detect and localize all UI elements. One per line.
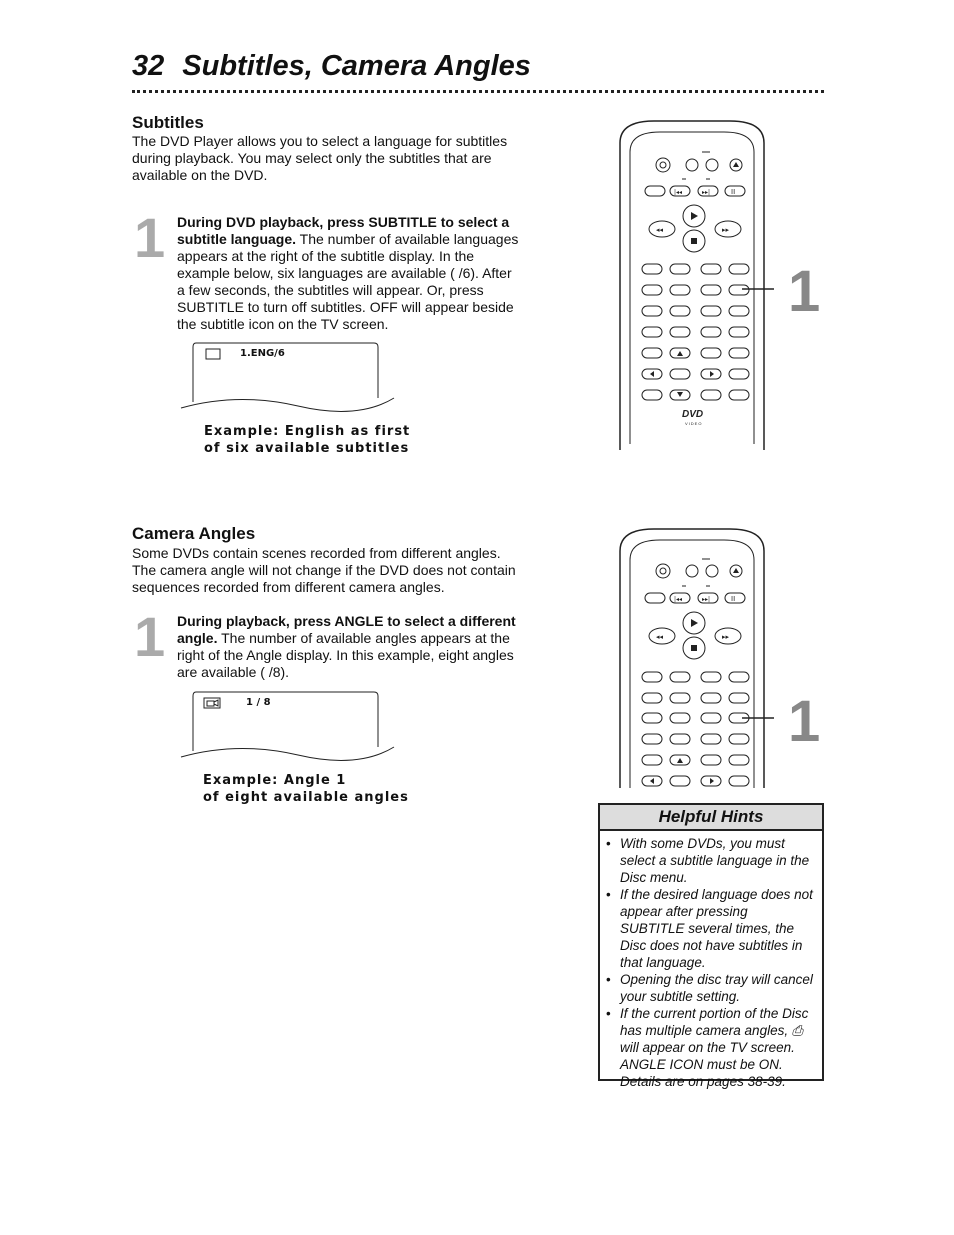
caption-line-1: Example: English as first	[204, 424, 411, 439]
step-text: The number of available angles appears at the right of the Angle display. In this example, eight angles are available ( /8).	[177, 630, 514, 680]
remote-callout-number: 1	[788, 689, 821, 754]
subtitles-heading: Subtitles	[132, 113, 204, 132]
caption-line-2: of eight available angles	[203, 790, 409, 805]
dvd-logo: DVD	[682, 409, 704, 420]
camera-angles-step	[177, 613, 523, 681]
svg-text:|◂◂: |◂◂	[674, 189, 683, 196]
svg-text:▸▸: ▸▸	[722, 633, 730, 641]
dotted-divider	[132, 90, 824, 93]
camera-angles-intro: Some DVDs contain scenes recorded from different angles. The camera angle will not change if the DVD does not contain sequences recorded from different camera angles.	[132, 545, 516, 595]
svg-text:II: II	[731, 595, 736, 603]
svg-text:|◂◂: |◂◂	[674, 596, 683, 603]
caption-line-2: of six available subtitles	[204, 441, 410, 456]
remote-control	[614, 118, 774, 453]
osd-text: 1.ENG/6	[240, 348, 285, 359]
svg-text:▸▸|: ▸▸|	[702, 189, 711, 196]
page-number: 32	[132, 50, 165, 82]
step-text: The number of available languages appears at the right of the subtitle display. In the example below, six languages are available ( /6). After a few seconds, the subtitles will appear. Or, press SUBTITLE to turn off subtitles. OFF will appear beside the subtitle icon on the TV screen.	[177, 231, 519, 332]
remote-callout-number: 1	[788, 259, 821, 324]
step-bold-text: During playback, press ANGLE to select a different angle.	[177, 613, 516, 646]
subtitle-icon	[206, 349, 220, 359]
camera-angles-heading: Camera Angles	[132, 524, 256, 543]
step-number: 1	[134, 605, 166, 668]
hints-title: Helpful Hints	[600, 805, 822, 831]
subtitles-step	[177, 214, 523, 333]
step-number: 1	[134, 206, 166, 269]
tv-screen-example	[178, 340, 398, 414]
remote-control	[614, 526, 774, 790]
hint-item: • If the desired language does not appear after pressing SUBTITLE several times, the Disc does not have subtitles in that language.	[620, 886, 814, 971]
caption-line-1: Example: Angle 1	[203, 773, 347, 788]
hint-item: • With some DVDs, you must select a subtitle language in the Disc menu.	[620, 835, 814, 886]
svg-text:◂◂: ◂◂	[656, 226, 664, 234]
example-caption	[203, 772, 409, 806]
page-title	[132, 50, 531, 83]
hints-list	[600, 835, 822, 1090]
title-text: Subtitles, Camera Angles	[182, 50, 531, 82]
svg-text:II: II	[731, 188, 736, 196]
hint-item: • Opening the disc tray will cancel your subtitle setting.	[620, 971, 814, 1005]
osd-text: 1 / 8	[246, 697, 271, 708]
hint-item: • If the current portion of the Disc has multiple camera angles, ⎙ will appear on the TV screen. ANGLE ICON must be ON. Details are on pages 38-39.	[620, 1005, 814, 1090]
dvd-logo-sub: VIDEO	[685, 421, 703, 426]
subtitles-intro: The DVD Player allows you to select a language for subtitles during playback. You may select only the subtitles that are available on the DVD.	[132, 133, 508, 183]
example-caption	[204, 423, 410, 457]
camera-angle-icon	[204, 698, 220, 708]
tv-screen-example	[178, 689, 398, 763]
svg-text:▸▸|: ▸▸|	[702, 596, 711, 603]
svg-text:◂◂: ◂◂	[656, 633, 664, 641]
svg-text:▸▸: ▸▸	[722, 226, 730, 234]
helpful-hints-box	[598, 803, 824, 1089]
step-bold-text: During DVD playback, press SUBTITLE to select a subtitle language.	[177, 214, 510, 247]
